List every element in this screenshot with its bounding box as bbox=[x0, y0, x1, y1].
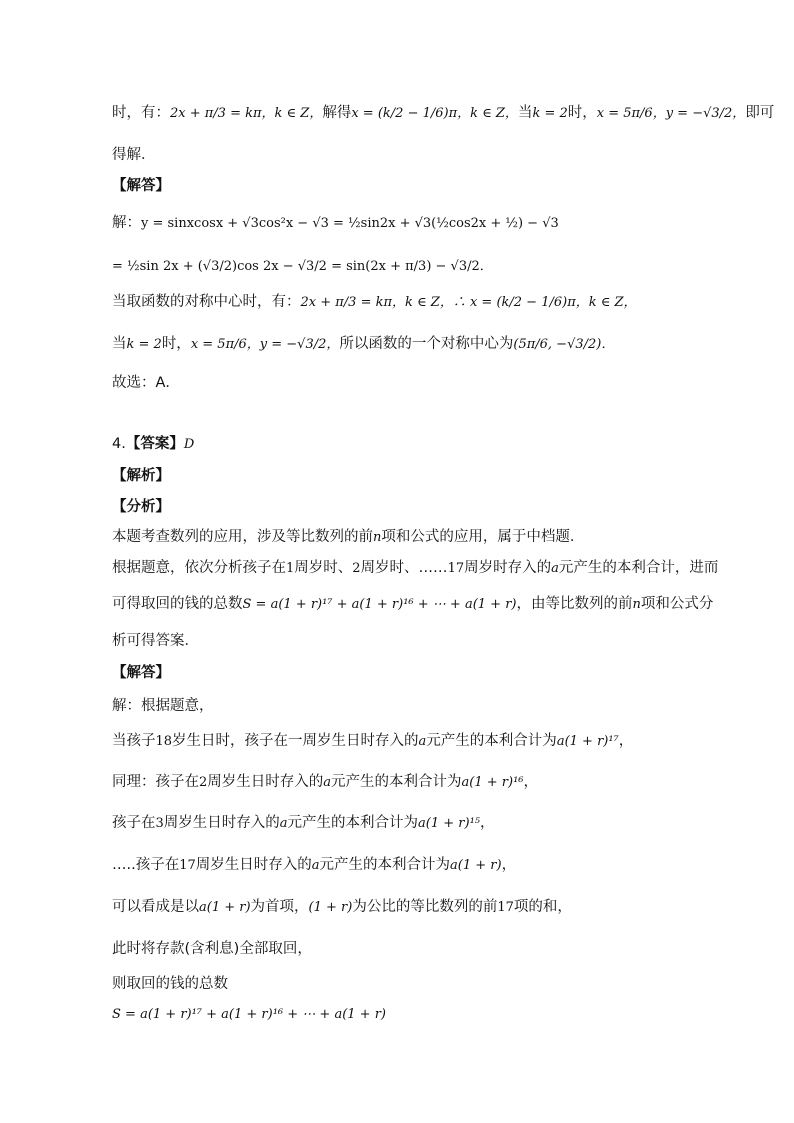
math-var: a bbox=[551, 561, 559, 576]
analysis-line-4: 析可得答案． bbox=[112, 633, 199, 649]
solution-line-4 bbox=[112, 213, 559, 234]
answer-line-8: 则取回的钱的总数 bbox=[112, 976, 228, 992]
text: 即可 bbox=[745, 105, 775, 121]
text: 元产生的本利合计为 bbox=[287, 815, 419, 831]
text: 可得取回的钱的总数 bbox=[112, 596, 243, 612]
solution-line-2: 得解． bbox=[112, 147, 156, 163]
text: 周岁时存入的 bbox=[464, 560, 552, 576]
math-equation: S = a(1 + r)¹⁷ + a(1 + r)¹⁶ + ⋯ + a(1 + r) bbox=[242, 597, 517, 612]
math-equation: k = 2 bbox=[126, 337, 162, 352]
answer-line-5 bbox=[112, 855, 516, 876]
math-equation: 2x + π/3 = kπ，k ∈ Z，∴ x = (k/2 − 1/6)π，k ∈ Z， bbox=[300, 295, 637, 310]
answer-label: 【答案】 bbox=[125, 436, 184, 452]
text: 周岁时、 bbox=[294, 560, 353, 576]
text: 本题考查数列的应用，涉及等比数列的前 bbox=[112, 529, 373, 545]
analysis-line-3 bbox=[112, 594, 713, 615]
math-var: n bbox=[632, 597, 641, 612]
text: 当 bbox=[517, 105, 533, 121]
text: ， bbox=[618, 733, 634, 749]
math-equation: a(1 + r)¹⁶ bbox=[461, 775, 524, 790]
text: ， bbox=[523, 774, 539, 790]
math-number: 18 bbox=[155, 734, 173, 749]
text: 元产生的本利合计，进而 bbox=[558, 560, 719, 576]
math-equation: (5π/6, −√3/2)． bbox=[513, 337, 615, 352]
math-equation: a(1 + r) bbox=[450, 858, 502, 873]
text: 元产生的本利合计为 bbox=[319, 857, 451, 873]
text: 为首项， bbox=[250, 899, 309, 915]
text: 周岁时、…… bbox=[360, 560, 448, 576]
answer-line-3 bbox=[112, 772, 538, 793]
text: 时，有： bbox=[112, 105, 170, 121]
math-var: a bbox=[311, 858, 320, 873]
analysis-line-1 bbox=[112, 527, 584, 548]
text: ， bbox=[501, 857, 517, 873]
text: ，由等比数列的前 bbox=[516, 596, 633, 612]
text: 周岁生日时存入的 bbox=[207, 774, 324, 790]
solution-line-8: 故选：A． bbox=[112, 375, 180, 391]
text: 根据题意，依次分析孩子在 bbox=[112, 560, 286, 576]
math-number: 2 bbox=[199, 775, 208, 790]
answer-value: D bbox=[183, 437, 195, 452]
math-equation: a(1 + r)¹⁷ bbox=[556, 734, 619, 749]
math-number: 1 bbox=[286, 561, 295, 576]
solution-line-5 bbox=[112, 256, 493, 277]
math-var: n bbox=[373, 530, 382, 545]
math-number: 17 bbox=[497, 900, 514, 915]
answer-line-4 bbox=[112, 813, 495, 834]
math-equation: y = sinxcosx + √3cos²x − √3 = ½sin2x + √3(½cos2x + ½) − √3 bbox=[141, 216, 559, 231]
math-number: 17 bbox=[447, 561, 465, 576]
text: 岁生日时，孩子在一周岁生日时存入的 bbox=[172, 733, 419, 749]
math-var: a bbox=[418, 734, 427, 749]
text: 当 bbox=[112, 336, 127, 352]
solution-line-1 bbox=[112, 103, 774, 124]
analysis-line-2 bbox=[112, 558, 718, 579]
math-equation: a(1 + r) bbox=[199, 900, 251, 915]
answer-line-7: 此时将存款(含利息)全部取回， bbox=[112, 941, 312, 957]
math-number: 17 bbox=[179, 858, 196, 873]
text: 项和公式分 bbox=[640, 596, 714, 612]
text: 解： bbox=[112, 215, 141, 231]
text: 当孩子 bbox=[112, 733, 156, 749]
text: 周岁生日时存入的 bbox=[195, 857, 312, 873]
answer-line-6 bbox=[112, 897, 572, 918]
math-equation: (1 + r) bbox=[308, 900, 353, 915]
math-equation: a(1 + r)¹⁵ bbox=[418, 816, 481, 831]
solution-line-6 bbox=[112, 292, 637, 313]
math-equation: = ½sin 2x + (√3/2)cos 2x − √3/2 = sin(2x + π/3) − √3/2． bbox=[112, 259, 493, 274]
text: 时， bbox=[567, 105, 597, 121]
section-heading-analysis: 【解析】 bbox=[112, 468, 170, 484]
answer-line-1: 解：根据题意， bbox=[112, 698, 214, 714]
math-equation: 2x + π/3 = kπ，k ∈ Z， bbox=[170, 106, 323, 121]
text: 解得 bbox=[322, 105, 352, 121]
text: 项的和， bbox=[513, 899, 572, 915]
section-heading-fenxi: 【分析】 bbox=[112, 499, 170, 515]
math-number: 3 bbox=[155, 816, 164, 831]
text: 元产生的本利合计为 bbox=[426, 733, 557, 749]
text: 所以函数的一个对称中心为 bbox=[339, 336, 514, 352]
question-number: 4. bbox=[112, 436, 126, 452]
math-equation: x = 5π/6，y = −√3/2， bbox=[190, 337, 340, 352]
math-var: a bbox=[323, 775, 332, 790]
text: ， bbox=[480, 815, 495, 831]
text: 时， bbox=[161, 336, 191, 352]
text: 项和公式的应用，属于中档题． bbox=[381, 529, 585, 545]
text: …..孩子在 bbox=[112, 857, 180, 873]
answer-line-2 bbox=[112, 731, 633, 752]
math-equation: S = a(1 + r)¹⁷ + a(1 + r)¹⁶ + ⋯ + a(1 + r) bbox=[112, 1007, 386, 1022]
math-equation: x = (k/2 − 1/6)π，k ∈ Z， bbox=[351, 106, 518, 121]
question-4-answer bbox=[112, 434, 194, 455]
text: 同理：孩子在 bbox=[112, 774, 199, 790]
text: 周岁生日时存入的 bbox=[163, 815, 280, 831]
text: 当取函数的对称中心时，有： bbox=[112, 294, 301, 310]
section-heading-answer-2: 【解答】 bbox=[112, 665, 170, 681]
text: 可以看成是以 bbox=[112, 899, 199, 915]
math-equation: x = 5π/6，y = −√3/2， bbox=[596, 106, 746, 121]
answer-line-9 bbox=[112, 1004, 386, 1025]
math-equation: k = 2 bbox=[532, 106, 568, 121]
text: 元产生的本利合计为 bbox=[331, 774, 462, 790]
solution-line-7 bbox=[112, 334, 614, 355]
math-var: a bbox=[279, 816, 288, 831]
math-number: 2 bbox=[352, 561, 361, 576]
text: 为公比的等比数列的前 bbox=[352, 899, 498, 915]
section-heading-answer: 【解答】 bbox=[112, 178, 170, 194]
text: 孩子在 bbox=[112, 815, 156, 831]
